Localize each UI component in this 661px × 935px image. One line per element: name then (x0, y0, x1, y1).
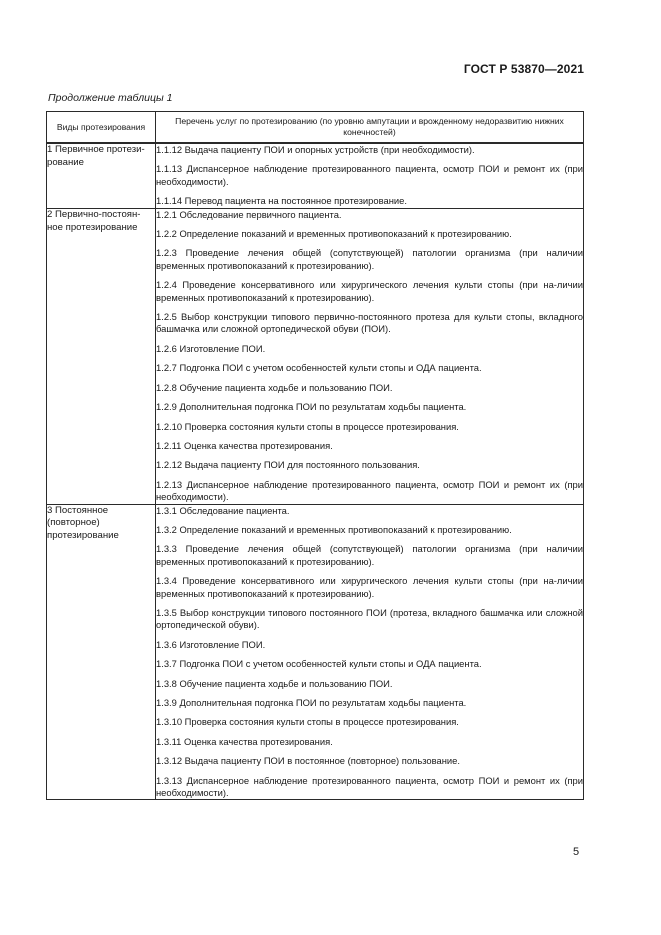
service-item: 1.2.2 Определение показаний и временных противопоказаний к протезированию. (156, 228, 512, 240)
service-item: 1.3.12 Выдача пациенту ПОИ в постоянное (повторное) пользование. (156, 755, 460, 767)
service-item: 1.3.8 Обучение пациента ходьбе и пользованию ПОИ. (156, 677, 393, 689)
service-item: 1.3.9 Дополнительная подгонка ПОИ по результатам ходьбы пациента. (156, 697, 467, 708)
service-item: 1.2.5 Выбор конструкции типового первично-постоянного протеза для культи стопы, вкладного башмачка или сложной ортопедической обуви (ПОИ). (156, 311, 583, 335)
services-table (46, 111, 584, 800)
service-item: 1.3.11 Оценка качества протезирования. (156, 735, 333, 747)
service-item: 1.1.14 Перевод пациента на постоянное протезирование. (156, 195, 407, 207)
table-caption: Продолжение таблицы 1 (48, 92, 173, 104)
service-item: 1.2.7 Подгонка ПОИ с учетом особенностей культи стопы и ОДА пациента. (156, 362, 482, 374)
service-item: 1.3.7 Подгонка ПОИ с учетом особенностей культи стопы и ОДА пациента. (156, 658, 482, 670)
column-header-kind: Виды протезирования (47, 112, 156, 144)
services-cell (156, 143, 584, 208)
service-item: 1.1.12 Выдача пациенту ПОИ и опорных устройств (при необходимости). (156, 144, 475, 155)
prosthetics-kind-cell (47, 143, 156, 208)
prosthetics-kind: 3 Постоянное (повторное) протезирование (47, 504, 119, 542)
table-row (47, 143, 584, 208)
service-item: 1.3.13 Диспансерное наблюдение протезированного пациента, осмотр ПОИ и ремонт их (при необходимости). (156, 774, 583, 799)
page-number: 5 (573, 846, 580, 858)
table-row (47, 208, 584, 504)
prosthetics-kind: 2 Первично-постоян- ное протезирование (47, 208, 141, 233)
services-cell (156, 504, 584, 800)
service-item: 1.3.6 Изготовление ПОИ. (156, 638, 266, 650)
service-item: 1.2.8 Обучение пациента ходьбе и пользованию ПОИ. (156, 381, 393, 393)
service-item: 1.2.1 Обследование первичного пациента. (156, 208, 342, 220)
service-item: 1.2.10 Проверка состояния культи стопы в процессе протезирования. (156, 420, 459, 432)
service-item: 1.3.5 Выбор конструкции типового постоянного ПОИ (протеза, вкладного башмачка или сложной ортопедической обуви). (156, 606, 583, 631)
service-item: 1.3.10 Проверка состояния культи стопы в процессе протезирования. (156, 716, 459, 728)
service-item: 1.2.12 Выдача пациенту ПОИ для постоянного пользования. (156, 459, 420, 471)
service-item: 1.3.4 Проведение консервативного или хирургического лечения культи стопы (при на-личии временных противопоказаний к протезированию). (156, 575, 583, 599)
service-item: 1.3.1 Обследование пациента. (156, 504, 290, 516)
prosthetics-kind: 1 Первичное протези- рование (47, 144, 145, 168)
table-row (47, 504, 584, 800)
prosthetics-kind-cell (47, 504, 156, 800)
service-item: 1.2.4 Проведение консервативного или хирургического лечения культи стопы (при на-личии временных противопоказаний к протезированию). (156, 279, 583, 303)
table-header-row (47, 112, 584, 144)
standard-number: ГОСТ Р 53870—2021 (463, 62, 584, 76)
service-item: 1.2.3 Проведение лечения общей (сопутствующей) патологии организма (при наличии временных противопоказаний к протезированию). (156, 247, 583, 271)
service-item: 1.2.13 Диспансерное наблюдение протезированного пациента, осмотр ПОИ и ремонт их (при необходимости). (156, 478, 583, 503)
service-item: 1.2.11 Оценка качества протезирования. (156, 439, 333, 451)
service-item: 1.3.2 Определение показаний и временных противопоказаний к протезированию. (156, 523, 512, 535)
service-item: 1.2.6 Изготовление ПОИ. (156, 342, 266, 354)
service-item: 1.3.3 Проведение лечения общей (сопутствующей) патологии организма (при наличии временных противопоказаний к протезированию). (156, 543, 583, 567)
service-item: 1.1.13 Диспансерное наблюдение протезированного пациента, осмотр ПОИ и ремонт их (при необходимости). (156, 163, 583, 187)
prosthetics-kind-cell (47, 208, 156, 504)
services-cell (156, 208, 584, 504)
column-header-services: Перечень услуг по протезированию (по уровню ампутации и врожденному недоразвитию нижних конечностей) (156, 112, 584, 144)
service-item: 1.2.9 Дополнительная подгонка ПОИ по результатам ходьбы пациента. (156, 401, 467, 413)
